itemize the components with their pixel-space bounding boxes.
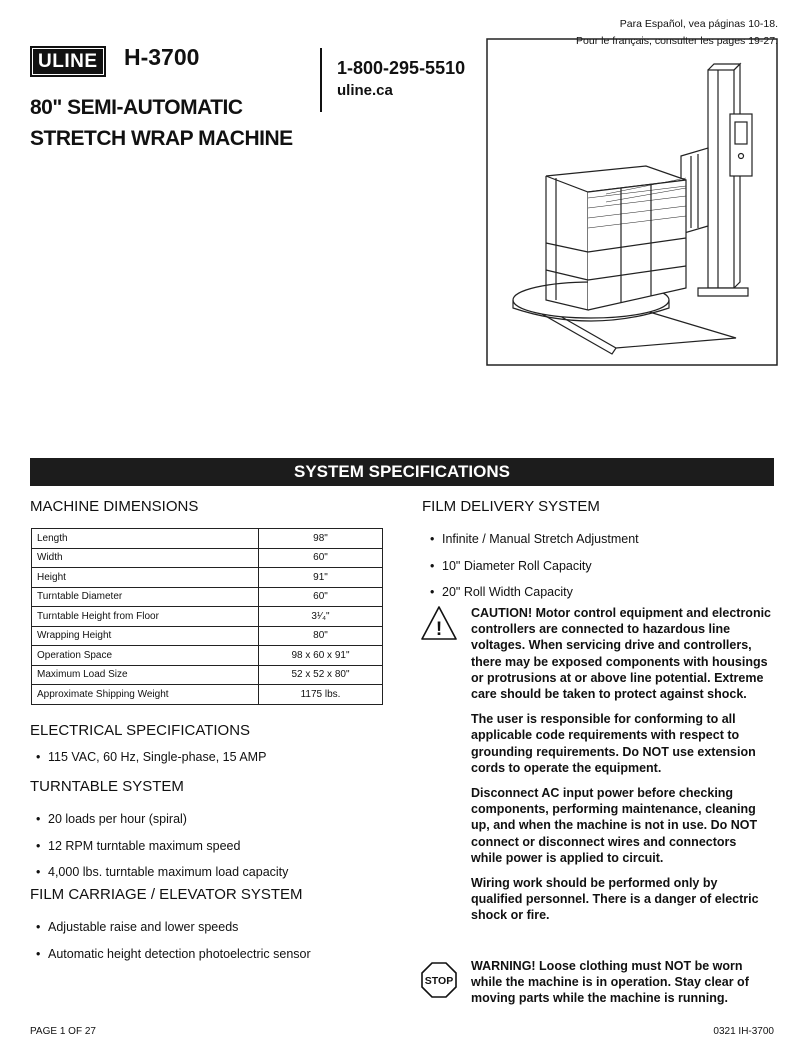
list-item: • 12 RPM turntable maximum speed [36,833,288,860]
list-item: • 10" Diameter Roll Capacity [430,553,639,580]
list-item: • Adjustable raise and lower speeds [36,914,311,941]
machine-dimensions-heading: MACHINE DIMENSIONS [30,498,199,515]
film-delivery-list [430,526,639,606]
row-label: Height [32,568,259,588]
row-value: 60" [259,548,383,568]
phone-number: 1-800-295-5510 [337,58,466,78]
caution-triangle-icon [420,604,458,642]
row-label: Length [32,529,259,549]
table-row [32,665,383,685]
table-row [32,685,383,705]
title-line-1: 80" SEMI-AUTOMATIC [30,96,243,119]
row-label: Turntable Diameter [32,587,259,607]
row-label: Operation Space [32,646,259,666]
turntable-list [36,806,288,886]
disconnect-power-paragraph: Disconnect AC input power before checking components, performing maintenance, cleaning up, and when the machine is not in use. Do NOT connect or disconnect wires and connectors while power is applied to circuit. [471,786,758,865]
row-value: 52 x 52 x 80" [259,665,383,685]
table-row [32,548,383,568]
row-label: Width [32,548,259,568]
title-line-2: STRETCH WRAP MACHINE [30,127,293,150]
row-label: Turntable Height from Floor [32,607,259,627]
electrical-list [36,750,266,764]
film-carriage-list [36,914,311,967]
row-value: 91" [259,568,383,588]
document-code: 0321 IH-3700 [713,1026,774,1037]
film-carriage-heading: FILM CARRIAGE / ELEVATOR SYSTEM [30,886,303,903]
model-number: H-3700 [124,44,200,70]
row-value: 60" [259,587,383,607]
row-value: 98" [259,529,383,549]
caution-text [471,605,771,924]
list-item: • 115 VAC, 60 Hz, Single-phase, 15 AMP [36,750,266,764]
grounding-paragraph: The user is responsible for conforming to all applicable code requirements with respect to grounding requirements. Do NOT use extension cords to operate the equipment. [471,712,756,775]
warning-text: WARNING! Loose clothing must NOT be worn while the machine is in operation. Stay clear of moving parts while the machine is running. [471,959,749,1006]
row-value: 3¹⁄₄" [259,607,383,627]
caution-paragraph: CAUTION! Motor control equipment and electronic controllers are connected to hazardous line voltages. When servicing drive and controllers, there may be exposed components with housings or protrusions at or above line potential. Extreme care should be taken to protect against shock. [471,606,772,702]
french-note: Pour le français, consulter les pages 19-27. [576,35,778,47]
svg-text:!: ! [435,619,443,640]
page-title [30,92,293,154]
page-number: PAGE 1 OF 27 [30,1026,96,1037]
wiring-paragraph: Wiring work should be performed only by qualified personnel. There is a danger of electric shock or fire. [471,876,759,923]
table-row [32,529,383,549]
table-row [32,607,383,627]
system-specifications-banner: SYSTEM SPECIFICATIONS [30,458,774,486]
stop-label: STOP [424,975,454,987]
row-label: Approximate Shipping Weight [32,685,259,705]
uline-logo: ULINE [30,46,106,77]
website: uline.ca [337,82,393,99]
table-row [32,646,383,666]
row-label: Maximum Load Size [32,665,259,685]
row-value: 1175 lbs. [259,685,383,705]
row-label: Wrapping Height [32,626,259,646]
list-item: • 20" Roll Width Capacity [430,579,639,606]
stretch-wrap-machine-illustration [486,38,778,366]
table-row [32,626,383,646]
list-item: • Automatic height detection photoelectric sensor [36,941,311,968]
row-value: 98 x 60 x 91" [259,646,383,666]
film-delivery-heading: FILM DELIVERY SYSTEM [422,498,600,515]
list-item: • 20 loads per hour (spiral) [36,806,288,833]
stop-sign-icon [421,962,457,998]
turntable-heading: TURNTABLE SYSTEM [30,778,184,795]
row-value: 80" [259,626,383,646]
machine-dimensions-table [31,528,383,705]
table-row [32,568,383,588]
header-divider [320,48,322,112]
list-item: • Infinite / Manual Stretch Adjustment [430,526,639,553]
list-item: • 4,000 lbs. turntable maximum load capacity [36,859,288,886]
table-row [32,587,383,607]
electrical-heading: ELECTRICAL SPECIFICATIONS [30,722,251,739]
spanish-note: Para Español, vea páginas 10-18. [619,18,778,30]
